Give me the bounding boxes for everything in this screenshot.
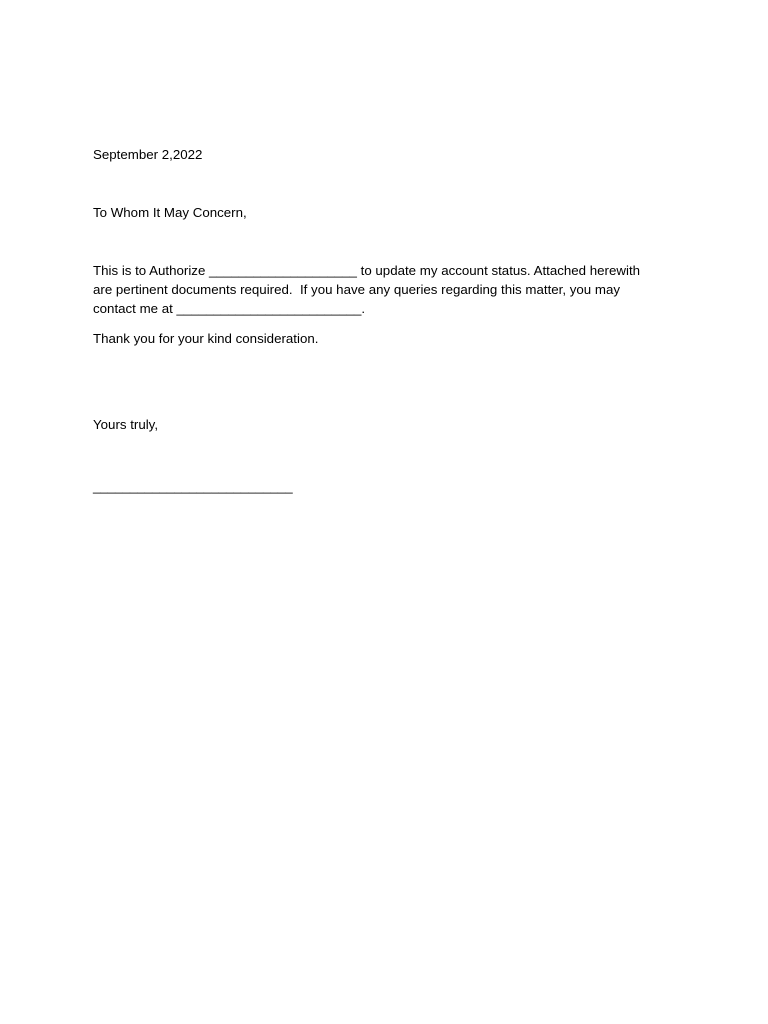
letter-body-line: are pertinent documents required. If you have any queries regarding this matter, you may xyxy=(93,282,620,297)
letter-date: September 2,2022 xyxy=(93,147,203,162)
letter-body-line: contact me at _________________________. xyxy=(93,301,366,316)
letter-salutation: To Whom It May Concern, xyxy=(93,205,247,220)
letter-closing: Yours truly, xyxy=(93,417,159,432)
letter-body-line: This is to Authorize ____________________ to update my account status. Attached herewith xyxy=(93,263,641,278)
signature-line: ___________________________ xyxy=(93,479,293,494)
letter-thanks: Thank you for your kind consideration. xyxy=(93,331,319,346)
